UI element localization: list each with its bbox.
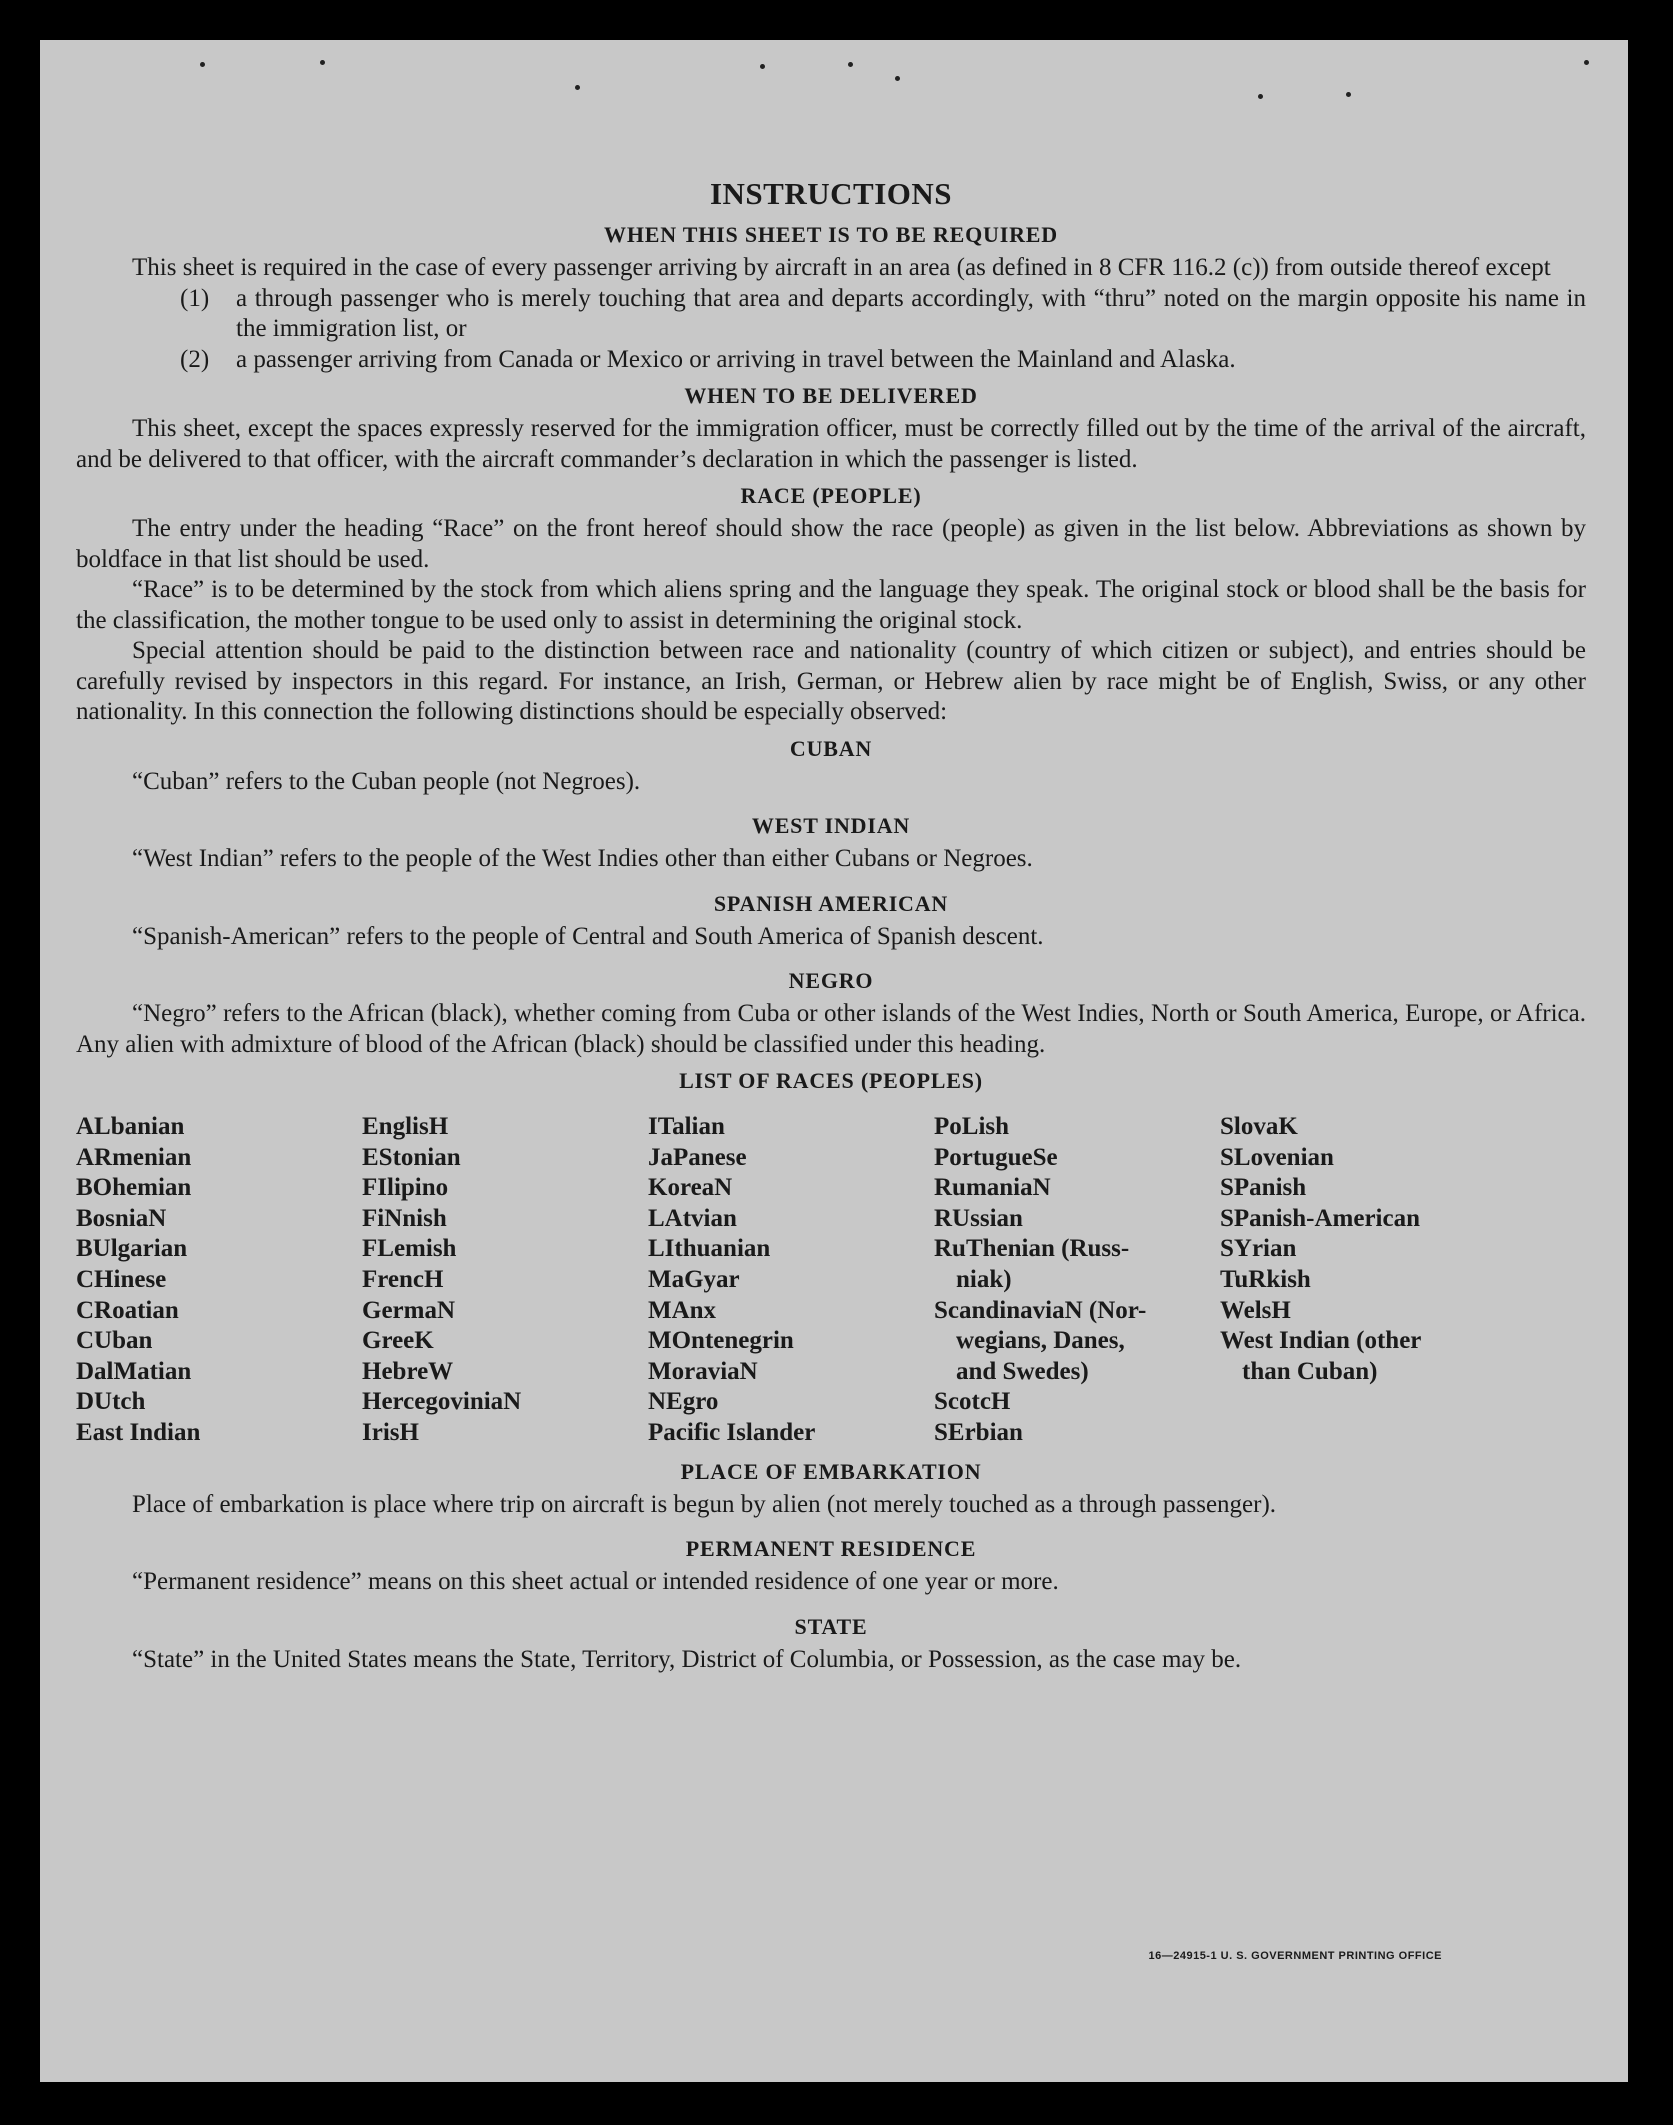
- heading-when-delivered: WHEN TO BE DELIVERED: [684, 383, 978, 408]
- race-entry: FiNnish: [362, 1204, 447, 1232]
- race-paragraph-3: Special attention should be paid to the distinction between race and nationality (country of which citizen or subject), and entries should be carefully revised by inspectors in this regard. For instance, an Irish, German, or Hebrew alien by race might be of English, Swiss, or any other nationality. In this connection the following distinctions should be especially observed:: [76, 637, 1586, 725]
- race-entry: SPanish-American: [1220, 1204, 1420, 1232]
- state-text: “State” in the United States means the State, Territory, District of Columbia, or Possession, as the case may be.: [132, 1645, 1242, 1673]
- speck: [575, 85, 580, 90]
- race-entry: KoreaN: [648, 1174, 733, 1202]
- race-entry-continued: than Cuban): [1242, 1357, 1378, 1385]
- race-entry: FIlipino: [362, 1174, 449, 1202]
- west-indian-text: “West Indian” refers to the people of the West Indies other than either Cubans or Negroes.: [132, 845, 1033, 872]
- heading-when-required: WHEN THIS SHEET IS TO BE REQUIRED: [604, 222, 1058, 247]
- speck: [895, 76, 900, 81]
- race-entry: NEgro: [648, 1388, 719, 1416]
- residence-text: “Permanent residence” means on this sheet actual or intended residence of one year or more.: [132, 1568, 1059, 1596]
- race-entry: RuThenian (Russ-: [934, 1235, 1130, 1263]
- item-text: a through passenger who is merely touching that area and departs accordingly, with “thru” noted on the margin opposite his name in the immigration list, or: [236, 284, 1586, 342]
- race-paragraph-2: “Race” is to be determined by the stock from which aliens spring and the language they speak. The original stock or blood shall be the basis for the classification, the mother tongue to be used only to assist in determining the original stock.: [76, 576, 1586, 634]
- heading-negro: NEGRO: [788, 968, 874, 993]
- races-column-3: [648, 1112, 934, 1449]
- heading-race: RACE (PEOPLE): [740, 483, 922, 508]
- race-entry: East Indian: [76, 1418, 201, 1446]
- race-entry: Pacific Islander: [648, 1418, 816, 1446]
- race-entry: GreeK: [362, 1327, 434, 1355]
- race-entry: PortugueSe: [934, 1143, 1058, 1171]
- race-paragraph-1: The entry under the heading “Race” on the front hereof should show the race (people) as given in the list below. Abbreviations as shown by boldface in that list should be used.: [76, 515, 1586, 573]
- race-entry: SPanish: [1220, 1174, 1307, 1202]
- race-entry: GermaN: [362, 1296, 456, 1324]
- race-entry: RumaniaN: [934, 1174, 1051, 1202]
- race-entry: DalMatian: [76, 1357, 192, 1385]
- race-entry: ARmenian: [76, 1143, 192, 1171]
- heading-list-of-races: LIST OF RACES (PEOPLES): [679, 1068, 983, 1093]
- races-column-5: [1220, 1112, 1506, 1449]
- race-entry: SErbian: [934, 1418, 1023, 1446]
- heading-state: STATE: [794, 1613, 868, 1639]
- speck: [320, 60, 325, 65]
- document-sheet: [40, 40, 1628, 2082]
- speck: [200, 62, 205, 67]
- heading-embarkation: PLACE OF EMBARKATION: [680, 1458, 982, 1484]
- race-entry: TuRkish: [1220, 1265, 1311, 1293]
- exception-item-1: [180, 284, 1586, 345]
- race-entry: EStonian: [362, 1143, 461, 1171]
- when-delivered-text: This sheet, except the spaces expressly reserved for the immigration officer, must be correctly filled out by the time of the arrival of the aircraft, and be delivered to that officer, with the aircraft commander’s declaration in which the passenger is listed.: [76, 415, 1586, 473]
- race-entry: ITalian: [648, 1113, 725, 1140]
- race-entry: PoLish: [934, 1113, 1010, 1140]
- heading-permanent-residence: PERMANENT RESIDENCE: [685, 1536, 977, 1562]
- race-entry: HercegoviniaN: [362, 1388, 522, 1416]
- races-column-2: [362, 1112, 648, 1449]
- item-number: (1): [180, 284, 210, 312]
- heading-west-indian: WEST INDIAN: [751, 813, 911, 838]
- race-entry: EnglisH: [362, 1113, 449, 1140]
- heading-spanish-american: SPANISH AMERICAN: [713, 890, 949, 916]
- embarkation-text: Place of embarkation is place where trip on aircraft is begun by alien (not merely touched as a through passenger).: [132, 1490, 1277, 1518]
- race-entry: SlovaK: [1220, 1113, 1298, 1140]
- speck: [1258, 94, 1263, 99]
- race-entry: SYrian: [1220, 1235, 1297, 1263]
- printing-code: 16—24915-1 U. S. GOVERNMENT PRINTING OFFICE: [1148, 1950, 1442, 1962]
- race-entry: RUssian: [934, 1204, 1023, 1232]
- race-entry: MAnx: [648, 1296, 717, 1324]
- races-column-4: [934, 1112, 1220, 1449]
- when-required-intro: This sheet is required in the case of every passenger arriving by aircraft in an area (as defined in 8 CFR 116.2 (c)) from outside thereof except: [132, 254, 1551, 281]
- races-column-1: [76, 1112, 362, 1449]
- race-entry: IrisH: [362, 1418, 419, 1446]
- item-number: (2): [180, 345, 210, 373]
- race-entry: CHinese: [76, 1265, 167, 1293]
- race-entry: LAtvian: [648, 1204, 737, 1232]
- race-entry: BUlgarian: [76, 1235, 188, 1263]
- race-entry: FrencH: [362, 1265, 444, 1293]
- race-entry: West Indian (other: [1220, 1327, 1422, 1355]
- race-entry: SLovenian: [1220, 1143, 1334, 1171]
- race-entry: MOntenegrin: [648, 1327, 794, 1355]
- race-entry: ALbanian: [76, 1113, 185, 1140]
- race-entry: MaGyar: [648, 1265, 740, 1293]
- speck: [760, 64, 765, 69]
- negro-text: “Negro” refers to the African (black), whether coming from Cuba or other islands of the West Indies, North or South America, Europe, or Africa. Any alien with admixture of blood of the African (black) should be classified under this heading.: [76, 1000, 1586, 1058]
- race-entry: ScandinaviaN (Nor-: [934, 1296, 1147, 1324]
- race-entry-continued: niak): [956, 1265, 1012, 1293]
- speck: [848, 62, 853, 67]
- race-entry: ScotcH: [934, 1388, 1011, 1416]
- race-entry: LIthuanian: [648, 1235, 771, 1263]
- speck: [1346, 92, 1351, 97]
- race-entry: CUban: [76, 1327, 153, 1355]
- race-entry: BOhemian: [76, 1174, 192, 1202]
- speck: [1584, 60, 1589, 65]
- races-list: [76, 1112, 1586, 1449]
- exception-item-2: [180, 345, 1586, 376]
- heading-cuban: CUBAN: [789, 735, 873, 761]
- race-entry-continued: wegians, Danes,: [956, 1327, 1125, 1355]
- race-entry: MoraviaN: [648, 1357, 758, 1385]
- race-entry: CRoatian: [76, 1296, 179, 1324]
- race-entry: DUtch: [76, 1388, 146, 1416]
- race-entry: FLemish: [362, 1235, 457, 1263]
- race-entry-continued: and Swedes): [956, 1357, 1089, 1385]
- spanish-american-text: “Spanish-American” refers to the people of Central and South America of Spanish descent.: [132, 922, 1044, 950]
- cuban-text: “Cuban” refers to the Cuban people (not Negroes).: [132, 767, 641, 795]
- item-text: a passenger arriving from Canada or Mexico or arriving in travel between the Mainland and Alaska.: [236, 345, 1236, 373]
- page-title: INSTRUCTIONS: [709, 176, 952, 211]
- race-entry: JaPanese: [648, 1143, 747, 1171]
- race-entry: HebreW: [362, 1357, 454, 1385]
- race-entry: WelsH: [1220, 1296, 1291, 1324]
- race-entry: BosniaN: [76, 1204, 167, 1232]
